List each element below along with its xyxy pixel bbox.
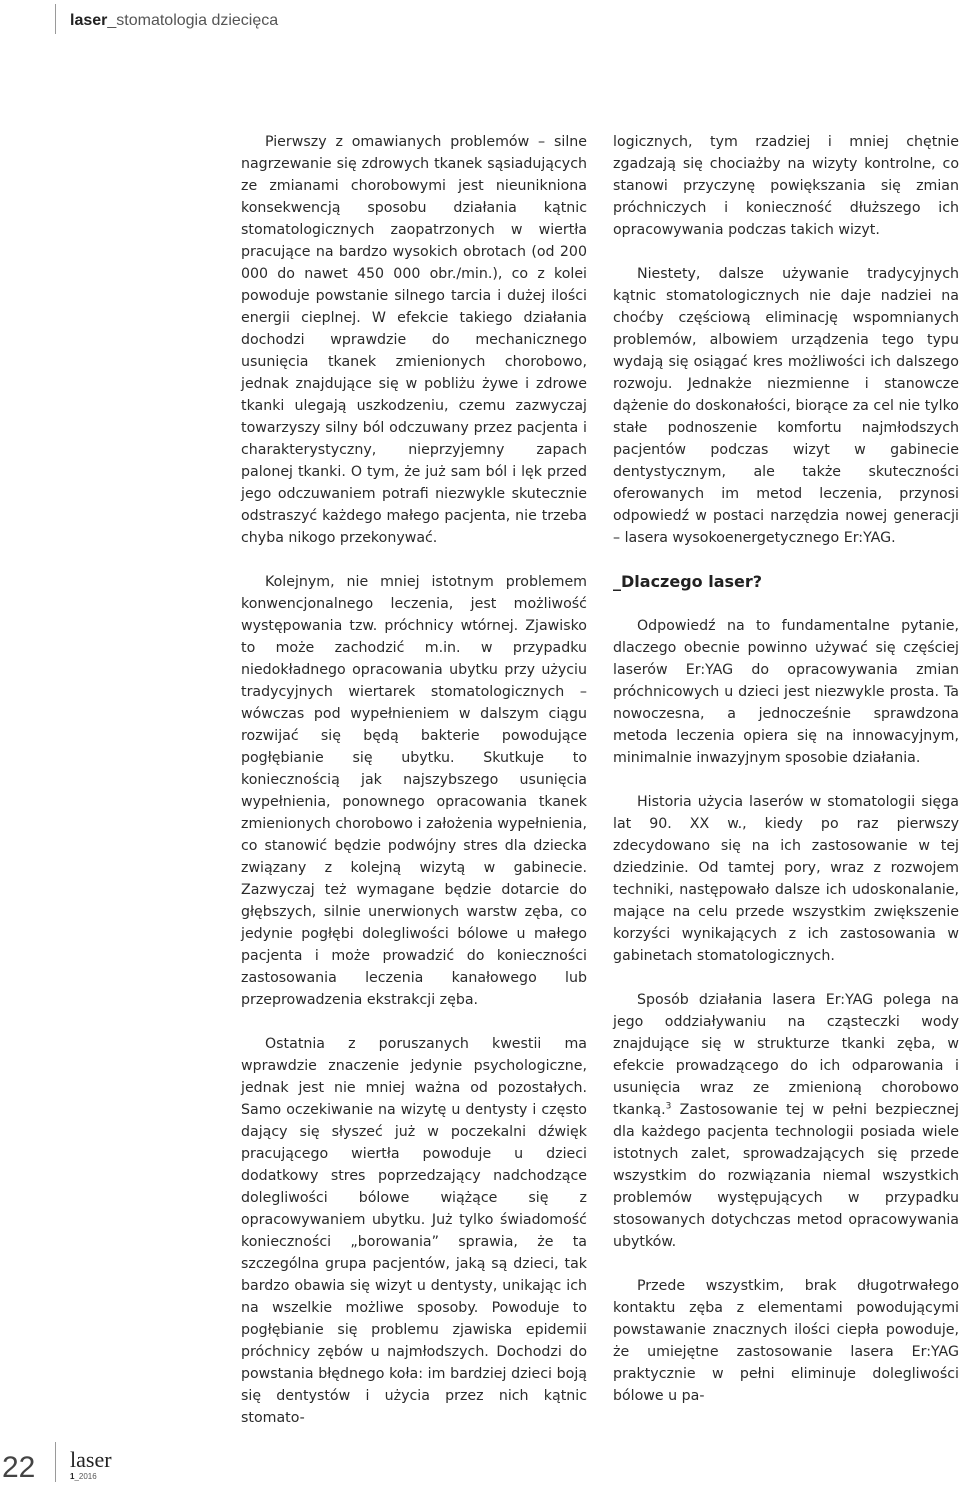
section-name: _stomatologia dziecięca [107, 12, 279, 29]
paragraph-text: Zastosowanie tej w pełni bezpiecznej dla każdego pacjenta technologii posiada wiele istotnych zalet, sprowadzających się przede wszystkim do rozwiązania niemal wszystkich problemów występujących w przypadku stosowanych dotychczas metod opracowywania ubytków. [613, 1102, 959, 1250]
page-footer [0, 1440, 960, 1485]
paragraph: Odpowiedź na to fundamentalne pytanie, dlaczego obecnie powinno używać się częściej laserów Er:YAG do opracowywania zmian próchnicowych u dzieci jest niezwykle prosta. Ta nowoczesna, a jednocześnie sprawdzona metoda leczenia opiera się na innowacyjnym, minimalnie inwazyjnym sposobie działania. [613, 618, 959, 766]
paragraph: Pierwszy z omawianych problemów – silne nagrzewanie się zdrowych tkanek sąsiadujących ze zmianami chorobowymi jest nieunikniona konsekwencją sposobu działania kątnic stomatologicznych zaopatrzonych w wiertła pracujące na bardzo wysokich obrotach (od 200 000 do nawet 450 000 obr./min.), co z kolei powoduje powstanie silnego tarcia i dużej ilości energii cieplnej. W efekcie takiego działania dochodzi wprawdzie do mechanicznego usunięcia tkanek zmienionych chorobowo, jednak znajdujące się w pobliżu żywe i zdrowe tkanki ulegają uszkodzeniu, czemu zazwyczaj towarzyszy silny ból odczuwany przez pacjenta i charakterystyczny, nieprzyjemny zapach palonej tkanki. O tym, że już sam ból i lęk przed jego odczuwaniem potrafi niezwykle skutecznie odstraszyć każdego małego pacjenta, nie trzeba chyba nikogo przekonywać. [241, 134, 587, 546]
magazine-logo: laser [70, 1447, 112, 1472]
paragraph [613, 989, 959, 1253]
paragraph: Kolejnym, nie mniej istotnym problemem konwencjonalnego leczenia, jest możliwość występowania tzw. próchnicy wtórnej. Zjawisko to może zachodzić m.in. w przypadku niedokładnego opracowania ubytku przy użyciu tradycyjnych wiertarek stomatologicznych – wówczas pod wypełnieniem w dalszym ciągu rozwijać się będą bakterie powodujące pogłębianie się ubytku. Skutkuje to koniecznością jak najszybszego usunięcia wypełnienia, ponownego opracowania tkanek zmienionych chorobowo i założenia wypełnienia, co stanowić będzie podwójny stres dla dziecka związany z kolejną wizytą w gabinecie. Zazwyczaj też wymagane będzie dotarcie do głębszych, silnie unerwionych warstw zęba, co jedynie pogłębi dolegliwości bólowe u małego pacjenta i może prowadzić do konieczności zastosowania leczenia kanałowego lub przeprowadzenia ekstrakcji zęba. [241, 574, 587, 1008]
paragraph-text: Sposób działania lasera Er:YAG polega na jego oddziaływaniu na cząsteczki wody znajdujące się w strukturze tkanki zęba, w efekcie prowadzącego do ich odparowania i usunięcia wraz ze zmienioną chorobowo tkanką. [613, 992, 959, 1118]
header-divider [55, 4, 56, 34]
paragraph-continued: logicznych, tym rzadziej i mniej chętnie zgadzają się chociażby na wizyty kontrolne, co stanowi przyczynę powiększania się zmian próchniczych i konieczność dłuższego ich opracowywania podczas takich wizyt. [613, 134, 959, 238]
right-column [613, 131, 959, 1407]
footnote-reference: 3 [665, 1101, 672, 1112]
issue-label [70, 1472, 97, 1482]
issue-number: 1 [70, 1472, 75, 1481]
footer-divider [55, 1442, 56, 1482]
running-head [70, 11, 278, 31]
section-heading: _Dlaczego laser? [613, 572, 763, 591]
paragraph: Przede wszystkim, brak długotrwałego kontaktu zęba z elementami powodującymi powstawanie znacznych ilości ciepła powoduje, że umiejętne zastosowanie lasera Er:YAG praktycznie w pełni eliminuje dolegliwości bólowe u pa- [613, 1278, 959, 1404]
left-column [241, 131, 587, 1429]
page-header [0, 0, 960, 40]
paragraph: Niestety, dalsze używanie tradycyjnych kątnic stomatologicznych nie daje nadziei na choćby częściową eliminację wspomnianych problemów, albowiem urządzenia tego typu wydają się osiągać kres możliwości ich dalszego rozwoju. Jednakże niezmienne i stanowcze dążenie do doskonałości, biorące za cel nie tylko stałe podnoszenie komfortu najmłodszych pacjentów podczas wizyt w gabinecie dentystycznym, ale także skuteczności oferowanych im metod leczenia, przynosi odpowiedź w postaci narzędzia nowej generacji – lasera wysokoenergetycznego Er:YAG. [613, 266, 959, 546]
paragraph: Ostatnia z poruszanych kwestii ma wprawdzie znaczenie jedynie psychologiczne, jednak jest nie mniej ważna od pozostałych. Samo oczekiwanie na wizytę u dentysty i często dający się słyszeć już w poczekalni dźwięk pracującego wiertła powoduje u dzieci dodatkowy stres poprzedzający nadchodzące dolegliwości bólowe wiążące się z opracowywaniem ubytku. Już tylko świadomość konieczności „borowania” sprawia, że ta szczególna grupa pacjentów, jaką są dzieci, tak bardzo obawia się wizyt u dentysty, unikając ich na wszelkie możliwe sposoby. Powoduje to pogłębianie się problemu zjawiska epidemii próchnicy zębów u najmłodszych. Dochodzi do powstania błędnego koła: im bardziej dzieci boją się dentystów i użycia przez nich kątnic stomato- [241, 1036, 587, 1426]
page-number: 22 [2, 1451, 36, 1484]
paragraph: Historia użycia laserów w stomatologii sięga lat 90. XX w., kiedy po raz pierwszy zdecydowano się na ich zastosowanie w tej dziedzinie. Od tamtej pory, wraz z rozwojem techniki, następowało dalsze ich udoskonalanie, mające na celu przede wszystkim zwiększenie korzyści wynikających z ich zastosowania w gabinetach stomatologicznych. [613, 794, 959, 964]
magazine-brand: laser [70, 12, 108, 29]
issue-year: _2016 [74, 1472, 97, 1481]
